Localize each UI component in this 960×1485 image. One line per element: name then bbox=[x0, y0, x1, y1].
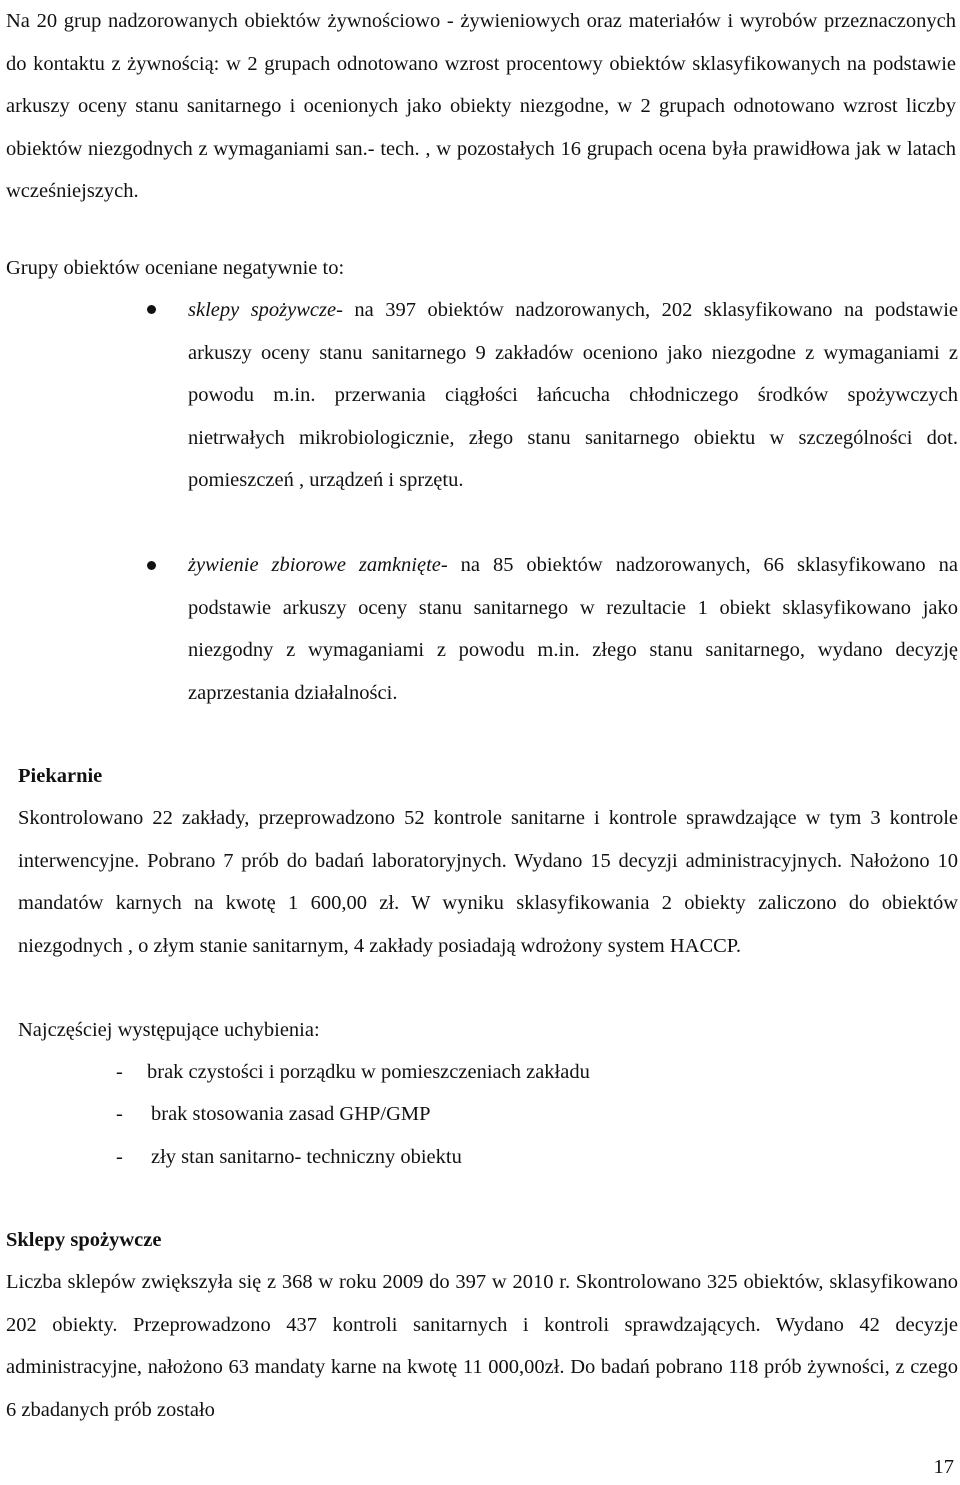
dash-marker: - bbox=[116, 1061, 123, 1083]
group-description: na 397 obiektów nadzorowanych, 202 sklasyfikowano na podstawie arkuszy oceny stanu sanitarnego 9 zakładów oceniono jako niezgodne z wymaganiami z powodu m.in. przerwania ciągłości łańcucha chłodniczego środków spożywczych nietrwałych mikrobiologicznie, złego stanu sanitarnego obiektu w szczególności dot. pomieszczeń , urządzeń i sprzętu. bbox=[188, 299, 958, 491]
section-heading-piekarnie: Piekarnie bbox=[18, 765, 103, 787]
list-item-text bbox=[188, 289, 958, 502]
bullet-icon bbox=[147, 305, 156, 314]
section-heading-sklepy: Sklepy spożywcze bbox=[6, 1229, 162, 1251]
group-description: na 85 obiektów nadzorowanych, 66 sklasyfikowano na podstawie arkuszy oceny stanu sanitarnego w rezultacie 1 obiekt sklasyfikowano jako niezgodny z wymaganiami z powodu m.in. złego stanu sanitarnego, wydano decyzję zaprzestania działalności. bbox=[188, 554, 958, 704]
piekarnie-paragraph: Skontrolowano 22 zakłady, przeprowadzono 52 kontrole sanitarne i kontrole sprawdzające w tym 3 kontrole interwencyjne. Pobrano 7 prób do badań laboratoryjnych. Wydano 15 decyzji administracyjnych. Nałożono 10 mandatów karnych na kwotę 1 600,00 zł. W wyniku sklasyfikowania 2 obiekty zaliczono do obiektów niezgodnych , o złym stanie sanitarnym, 4 zakłady posiadają wdrożony system HACCP. bbox=[18, 807, 958, 957]
list-item-text: brak stosowania zasad GHP/GMP bbox=[151, 1103, 431, 1125]
list-item-text bbox=[188, 544, 958, 714]
violations-intro: Najczęściej występujące uchybienia: bbox=[18, 1019, 320, 1041]
intro-paragraph: Na 20 grup nadzorowanych obiektów żywnościowo - żywieniowych oraz materiałów i wyrobów przeznaczonych do kontaktu z żywnością: w 2 grupach odnotowano wzrost procentowy obiektów sklasyfikowanych na podstawie arkuszy oceny stanu sanitarnego i ocenionych jako obiekty niezgodne, w 2 grupach odnotowano wzrost liczby obiektów niezgodnych z wymaganiami san.- tech. , w pozostałych 16 grupach ocena była prawidłowa jak w latach wcześniejszych. bbox=[6, 10, 956, 202]
list-item-text: brak czystości i porządku w pomieszczeniach zakładu bbox=[147, 1061, 590, 1083]
list-item-text: zły stan sanitarno- techniczny obiektu bbox=[151, 1146, 462, 1168]
sklepy-paragraph: Liczba sklepów zwiększyła się z 368 w roku 2009 do 397 w 2010 r. Skontrolowano 325 obiektów, sklasyfikowano 202 obiekty. Przeprowadzono 437 kontroli sanitarnych i kontroli sprawdzających. Wydano 42 decyzje administracyjne, nałożono 63 mandaty karne na kwotę 11 000,00zł. Do badań pobrano 118 prób żywności, z czego 6 zbadanych prób zostało bbox=[6, 1271, 958, 1421]
dash-marker: - bbox=[116, 1103, 123, 1125]
page-number: 17 bbox=[933, 1456, 954, 1478]
bullet-icon bbox=[147, 561, 156, 570]
group-term: żywienie zbiorowe zamknięte- bbox=[188, 554, 448, 576]
dash-marker: - bbox=[116, 1146, 123, 1168]
negative-groups-intro: Grupy obiektów oceniane negatywnie to: bbox=[6, 257, 345, 279]
group-term: sklepy spożywcze- bbox=[188, 299, 343, 321]
